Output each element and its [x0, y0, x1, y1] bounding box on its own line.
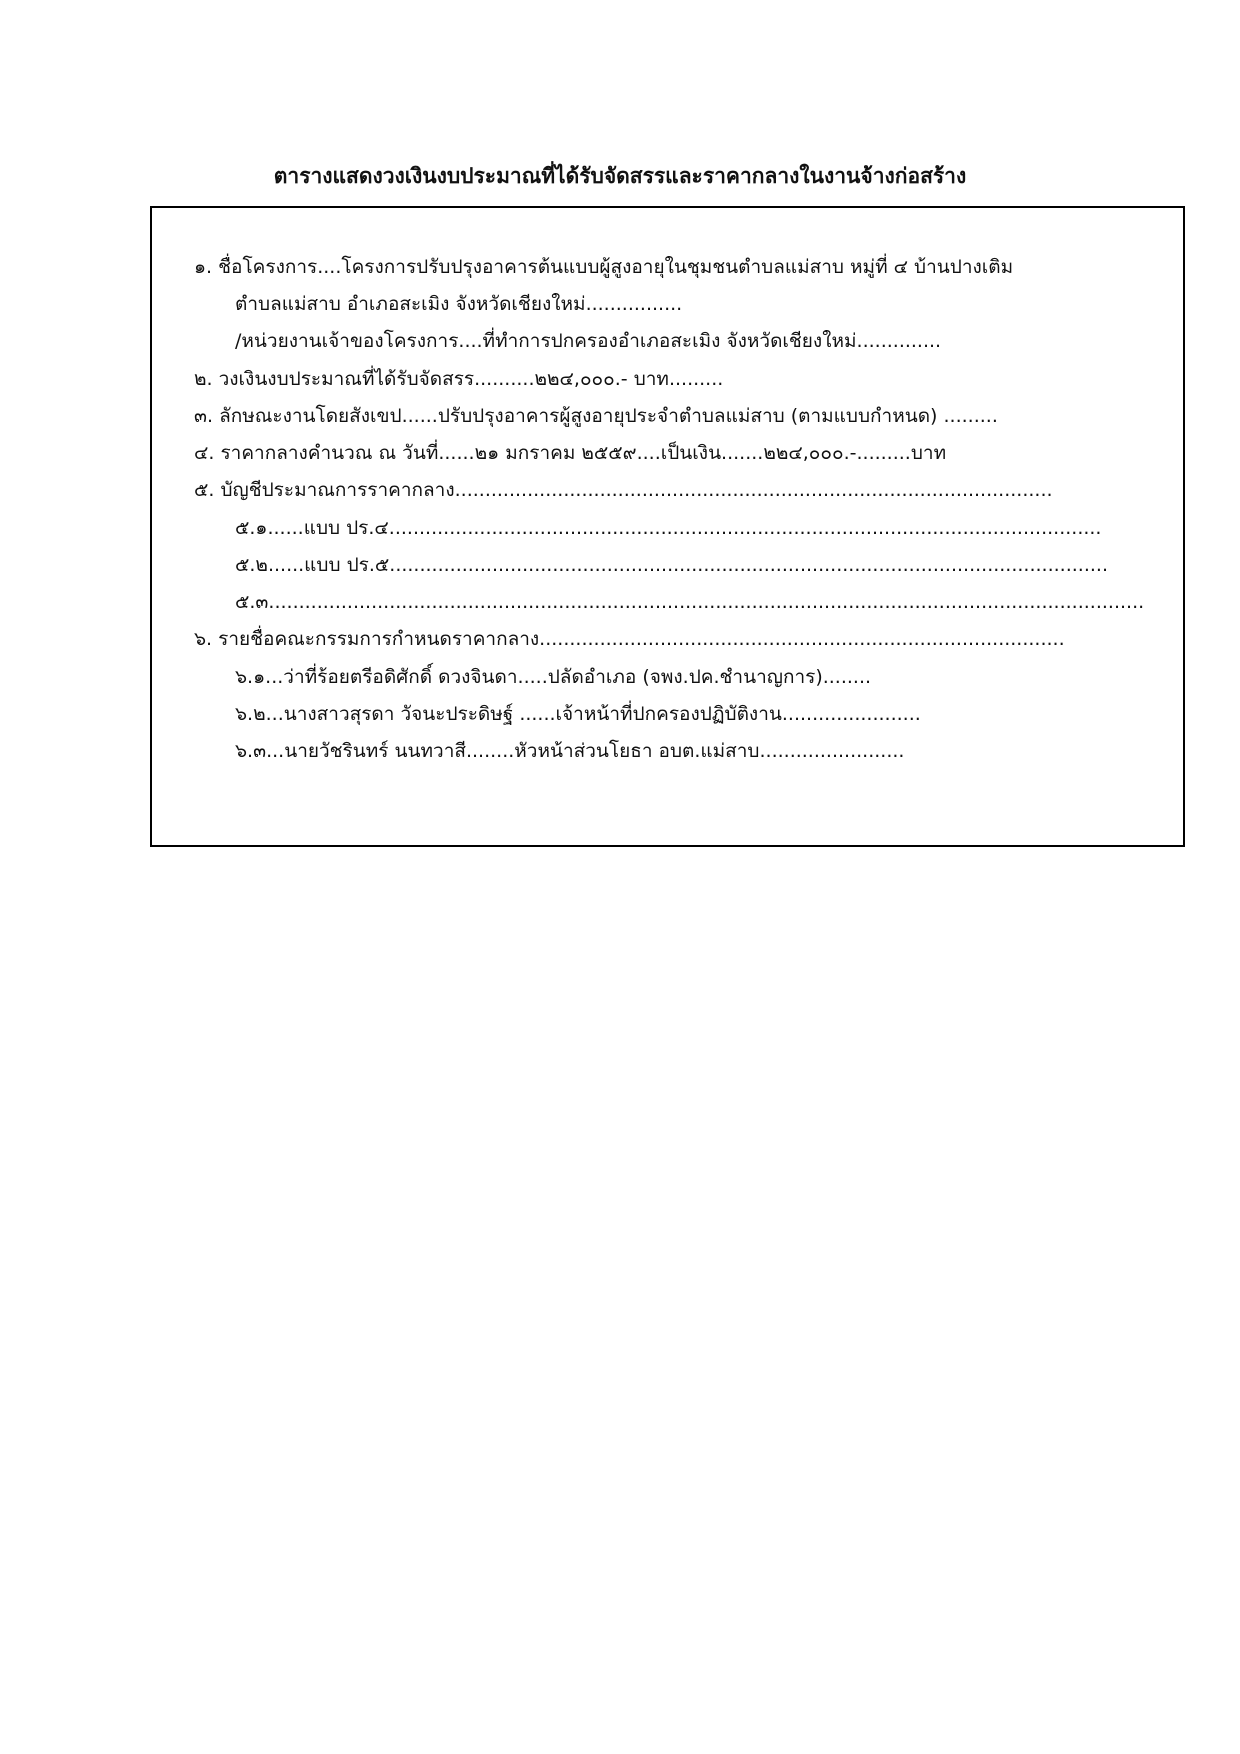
item-4-median-price: ๔. ราคากลางคำนวณ ณ วันที่......๒๑ มกราคม ๒๕๕๙....เป็นเงิน.......๒๒๔,๐๐๐.-.........บาท	[194, 442, 947, 464]
item-5-3: ๕.๓.................................................................................................................................................	[235, 591, 1145, 613]
item-2-budget: ๒. วงเงินงบประมาณที่ได้รับจัดสรร..........๒๒๔,๐๐๐.- บาท.........	[194, 368, 724, 390]
item-3-work-description: ๓. ลักษณะงานโดยสังเขป......ปรับปรุงอาคารผู้สูงอายุประจำตำบลแม่สาบ (ตามแบบกำหนด) .........	[194, 405, 998, 427]
item-5-estimate-list: ๕. บัญชีประมาณการราคากลาง...................................................................................................	[194, 479, 1053, 501]
item-6-1: ๖.๑...ว่าที่ร้อยตรีอดิศักดิ์ ดวงจินดา.....ปลัดอำเภอ (จพง.ปค.ชำนาญการ)........	[235, 666, 872, 688]
item-1-project-name: ๑. ชื่อโครงการ....โครงการปรับปรุงอาคารต้นแบบผู้สูงอายุในชุมชนตำบลแม่สาบ หมู่ที่ ๔ บ้านปางเติม	[194, 256, 1014, 278]
item-6-2: ๖.๒...นางสาวสุรดา วัจนะประดิษฐ์ ......เจ้าหน้าที่ปกครองปฏิบัติงาน.......................	[235, 703, 921, 725]
item-6-committee: ๖. รายชื่อคณะกรรมการกำหนดราคากลาง.......................................................................................	[194, 628, 1065, 650]
item-1-owner-agency: /หน่วยงานเจ้าของโครงการ....ที่ทำการปกครองอำเภอสะเมิง จังหวัดเชียงใหม่..............	[235, 330, 942, 352]
item-5-1: ๕.๑......แบบ ปร.๔......................................................................................................................	[235, 517, 1102, 539]
document-title: ตารางแสดงวงเงินงบประมาณที่ได้รับจัดสรรและราคากลางในงานจ้างก่อสร้าง	[273, 164, 967, 188]
item-1-project-location: ตำบลแม่สาบ อำเภอสะเมิง จังหวัดเชียงใหม่................	[235, 293, 683, 315]
item-5-2: ๕.๒......แบบ ปร.๕.......................................................................................................................	[235, 554, 1108, 576]
item-6-3: ๖.๓...นายวัชรินทร์ นนทวาสี........หัวหน้าส่วนโยธา อบต.แม่สาบ........................	[235, 740, 905, 762]
